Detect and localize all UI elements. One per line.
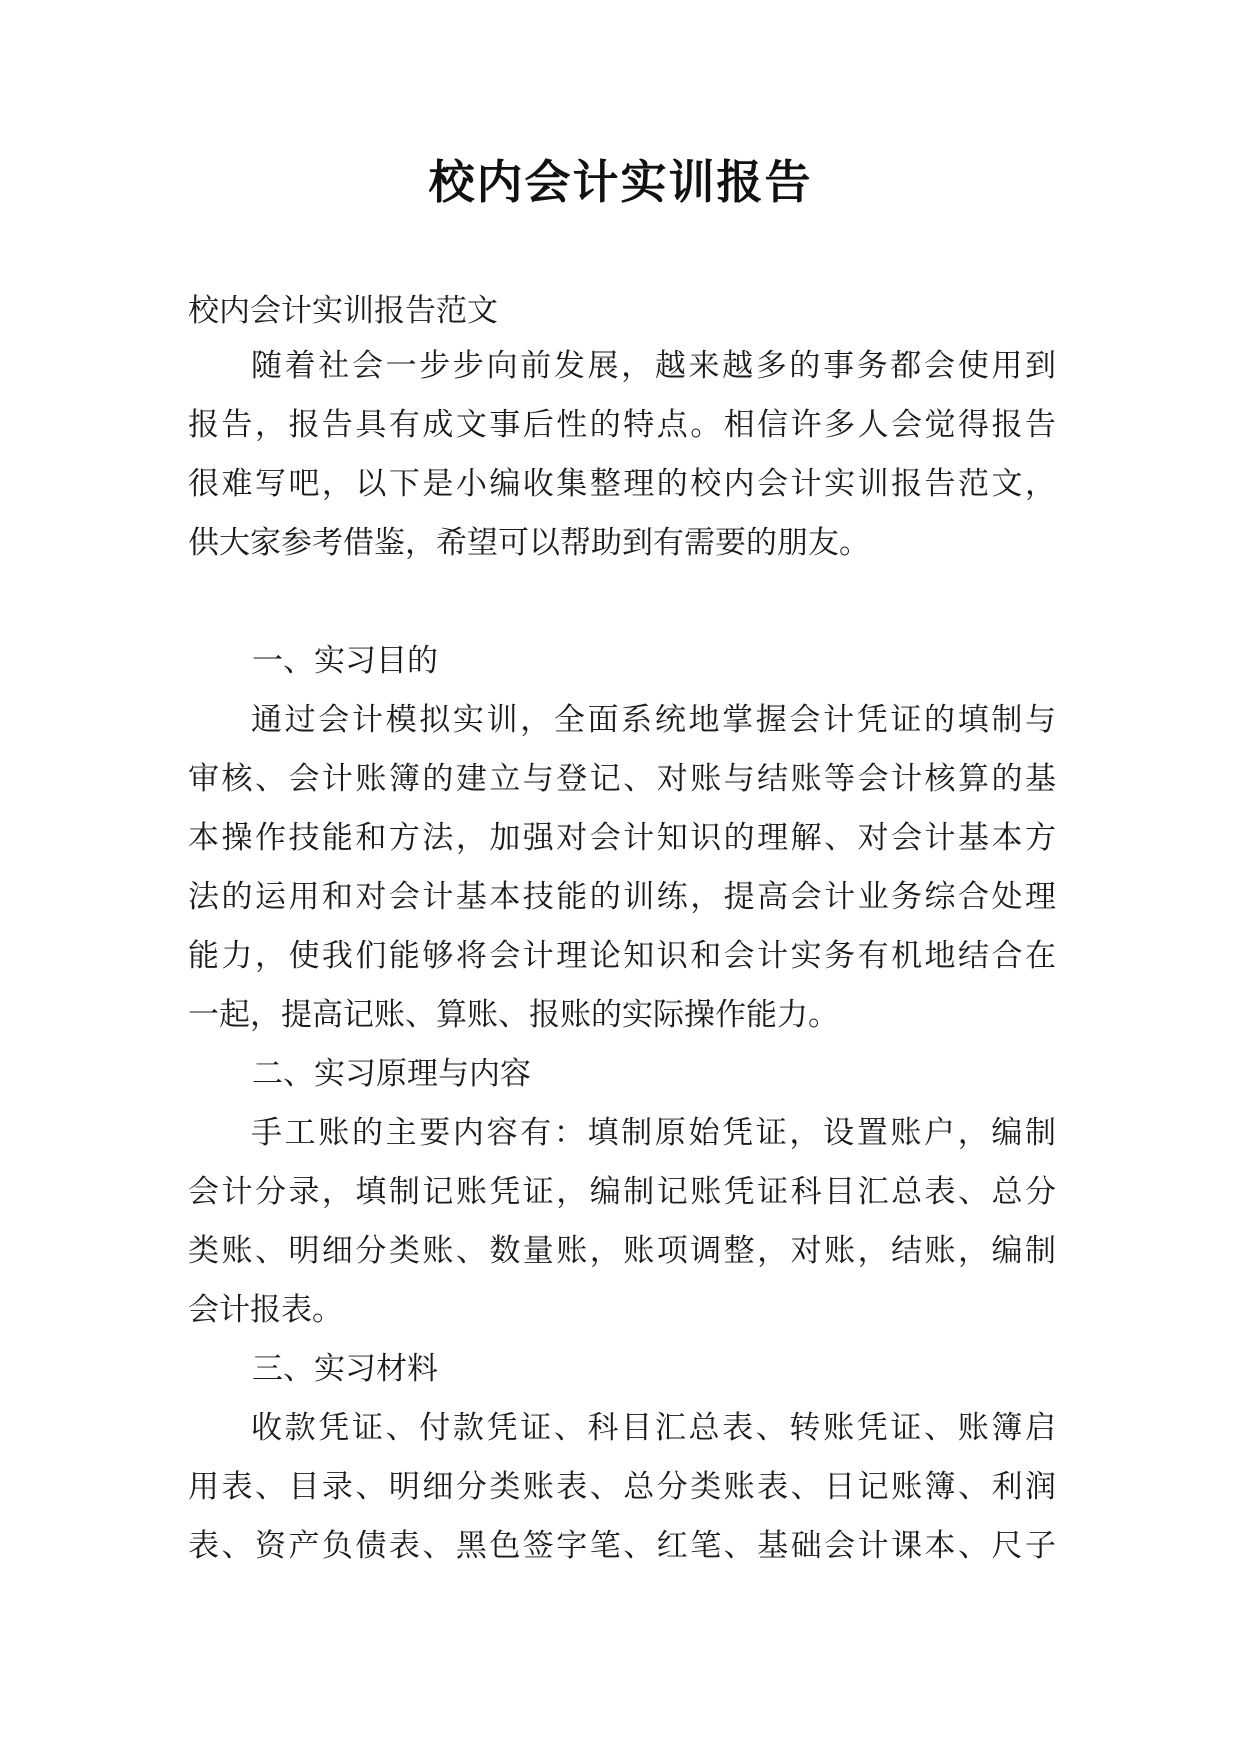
section-heading: 三、实习材料 [252, 1351, 438, 1387]
section-line: 会计报表。 [188, 1292, 343, 1328]
section-line: 用表、目录、明细分类账表、总分类账表、日记账簿、利润 [188, 1469, 1056, 1505]
section-line: 本操作技能和方法，加强对会计知识的理解、对会计基本方 [188, 820, 1056, 856]
section-line: 能力，使我们能够将会计理论知识和会计实务有机地结合在 [188, 938, 1056, 974]
intro-line: 供大家参考借鉴，希望可以帮助到有需要的朋友。 [188, 525, 870, 561]
section-line: 收款凭证、付款凭证、科目汇总表、转账凭证、账簿启 [251, 1410, 1056, 1446]
section-line: 审核、会计账簿的建立与登记、对账与结账等会计核算的基 [188, 761, 1056, 797]
intro-line: 很难写吧，以下是小编收集整理的校内会计实训报告范文， [188, 466, 1056, 502]
section-heading: 一、实习目的 [252, 643, 438, 679]
section-line: 通过会计模拟实训，全面系统地掌握会计凭证的填制与 [251, 702, 1056, 738]
section-heading: 二、实习原理与内容 [252, 1056, 531, 1092]
section-line: 法的运用和对会计基本技能的训练，提高会计业务综合处理 [188, 879, 1056, 915]
section-line: 表、资产负债表、黑色签字笔、红笔、基础会计课本、尺子 [188, 1528, 1056, 1564]
intro-line: 报告，报告具有成文事后性的特点。相信许多人会觉得报告 [188, 407, 1056, 443]
section-line: 一起，提高记账、算账、报账的实际操作能力。 [188, 997, 839, 1033]
section-line: 手工账的主要内容有：填制原始凭证，设置账户，编制 [251, 1115, 1056, 1151]
intro-line: 随着社会一步步向前发展，越来越多的事务都会使用到 [251, 348, 1056, 384]
document-title: 校内会计实训报告 [428, 155, 813, 209]
section-line: 会计分录，填制记账凭证，编制记账凭证科目汇总表、总分 [188, 1174, 1056, 1210]
document-subtitle: 校内会计实训报告范文 [188, 293, 498, 329]
section-line: 类账、明细分类账、数量账，账项调整，对账，结账，编制 [188, 1233, 1056, 1269]
